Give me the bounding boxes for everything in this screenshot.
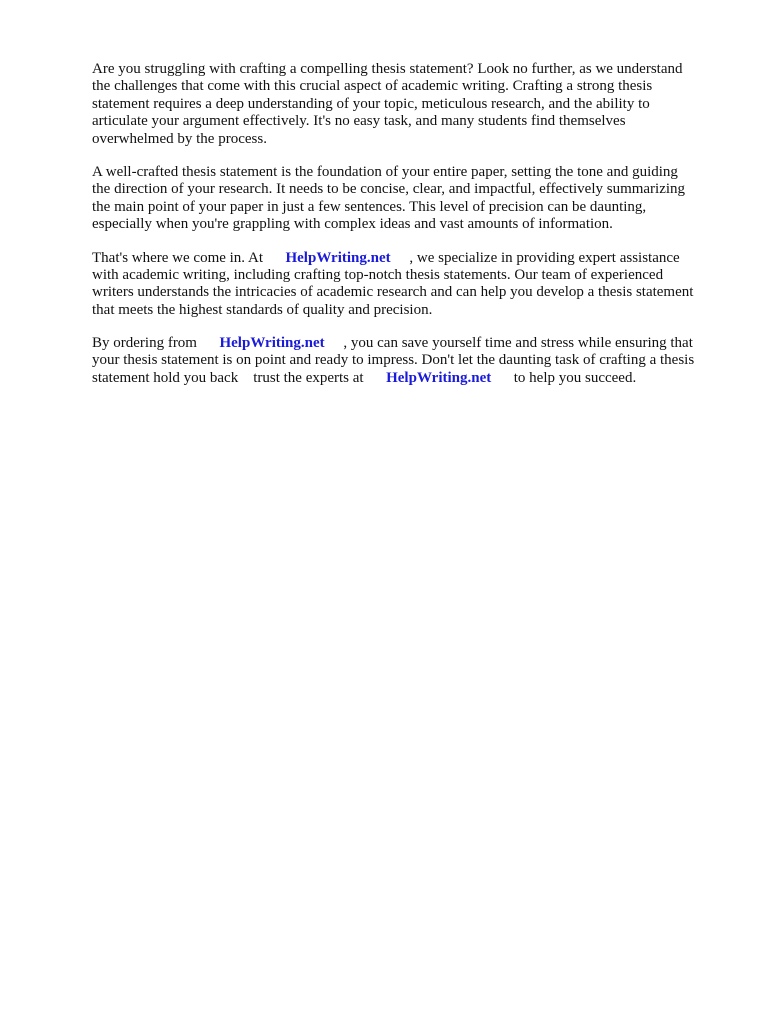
text-segment: statement hold you back trust the experts at (92, 369, 387, 386)
document-body (92, 61, 722, 403)
text-line: Are you struggling with crafting a compelling thesis statement? Look no further, as we understand (92, 61, 683, 77)
text-segment: , we specialize in providing expert assistance (390, 249, 680, 266)
paragraph-service (92, 250, 722, 320)
helpwriting-link[interactable]: HelpWriting.net (386, 369, 492, 386)
text-line: A well-crafted thesis statement is the foundation of your entire paper, setting the tone and guiding (92, 163, 678, 180)
text-segment: That's where we come in. At (92, 249, 286, 266)
text-line (92, 335, 722, 352)
text-line: the direction of your research. It needs to be concise, clear, and impactful, effectively summarizing (92, 181, 686, 198)
text-line: that meets the highest standards of quality and precision. (92, 301, 433, 318)
text-line: statement requires a deep understanding of your topic, meticulous research, and the ability to (92, 95, 650, 112)
text-line: especially when you're grappling with complex ideas and vast amounts of information. (92, 216, 613, 233)
text-line: with academic writing, including crafting top-notch thesis statements. Our team of experienced (92, 266, 664, 283)
text-segment: to help you succeed. (491, 369, 637, 386)
text-line: the challenges that come with this crucial aspect of academic writing. Crafting a strong thesis (92, 78, 653, 95)
text-line: writers understands the intricacies of academic research and can help you develop a thesis statement (92, 284, 694, 301)
text-line: the main point of your paper in just a few sentences. This level of precision can be daunting, (92, 198, 647, 215)
text-line (92, 370, 722, 387)
helpwriting-link[interactable]: HelpWriting.net (285, 249, 391, 266)
text-segment: , you can save yourself time and stress while ensuring that (324, 335, 693, 352)
text-segment: By ordering from (92, 335, 220, 352)
helpwriting-link[interactable]: HelpWriting.net (219, 335, 325, 352)
paragraph-thesis-foundation (92, 164, 722, 234)
text-line: overwhelmed by the process. (92, 130, 267, 147)
text-line: your thesis statement is on point and ready to impress. Don't let the daunting task of crafting a thesis (92, 352, 695, 369)
paragraph-intro (92, 61, 722, 148)
text-line (92, 250, 722, 267)
text-line: articulate your argument effectively. It's no easy task, and many students find themselves (92, 113, 626, 130)
paragraph-call-to-action (92, 335, 722, 387)
